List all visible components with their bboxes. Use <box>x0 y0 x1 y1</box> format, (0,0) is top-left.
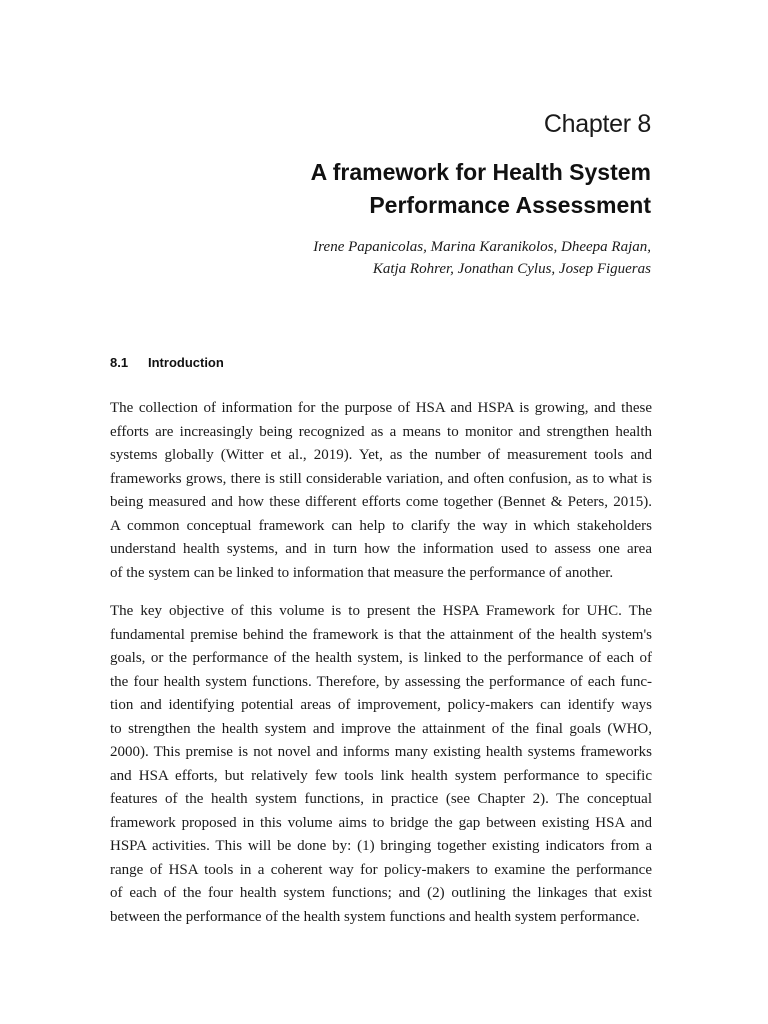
paragraph-1 <box>110 397 652 585</box>
chapter-title-line: Performance Assessment <box>369 192 651 218</box>
author-line: Irene Papanicolas, Marina Karanikolos, Dheepa Rajan, <box>313 239 651 255</box>
text-line: 2000). This premise is not novel and informs many existing health systems frameworks <box>110 744 652 760</box>
text-line: systems globally (Witter et al., 2019). Yet, as the number of measurement tools and <box>110 447 652 463</box>
section-title: Introduction <box>148 355 224 370</box>
text-line: between the performance of the health system functions and health system performance. <box>110 908 640 925</box>
text-line: framework proposed in this volume aims to bridge the gap between existing HSA and <box>110 814 652 831</box>
text-line: the four health system functions. Therefore, by assessing the performance of each func- <box>110 673 652 690</box>
text-line: The key objective of this volume is to present the HSPA Framework for UHC. The <box>110 603 652 619</box>
text-line: The collection of information for the purpose of HSA and HSPA is growing, and these <box>110 400 652 416</box>
text-line: frameworks grows, there is still considerable variation, and often confusion, as to what is <box>110 470 652 487</box>
text-line: efforts are increasingly being recognized as a means to monitor and strengthen health <box>110 423 652 440</box>
paragraph-2 <box>110 600 652 929</box>
text-line: of the system can be linked to information that measure the performance of another. <box>110 564 614 581</box>
text-line: goals, or the performance of the health system, is linked to the performance of each of <box>110 650 652 666</box>
chapter-title <box>131 156 651 222</box>
text-line: and HSA efforts, but relatively few tools link health system performance to specific <box>110 767 652 784</box>
chapter-label: Chapter 8 <box>543 110 651 138</box>
text-line: to strengthen the health system and improve the attainment of the final goals (WHO, <box>110 720 652 737</box>
text-line: fundamental premise behind the framework is that the attainment of the health system's <box>110 626 652 643</box>
section-heading <box>110 355 224 370</box>
text-line: range of HSA tools in a coherent way for policy-makers to examine the performance <box>110 861 652 878</box>
author-line: Katja Rohrer, Jonathan Cylus, Josep Figueras <box>372 261 651 277</box>
section-number: 8.1 <box>110 355 129 370</box>
text-line: features of the health system functions, in practice (see Chapter 2). The conceptual <box>110 791 652 807</box>
text-line: HSPA activities. This will be done by: (1) bringing together existing indicators from a <box>110 838 652 854</box>
text-line: of each of the four health system functions; and (2) outlining the linkages that exist <box>110 885 652 901</box>
text-line: tion and identifying potential areas of improvement, policy-makers can identify ways <box>110 697 652 713</box>
text-line: understand health systems, and in turn how the information used to assess one area <box>110 541 652 557</box>
author-list <box>131 236 651 280</box>
chapter-title-line: A framework for Health System <box>310 159 651 185</box>
text-line: being measured and how these different efforts come together (Bennet & Peters, 2015). <box>110 494 652 510</box>
text-line: A common conceptual framework can help to clarify the way in which stakeholders <box>110 517 652 534</box>
